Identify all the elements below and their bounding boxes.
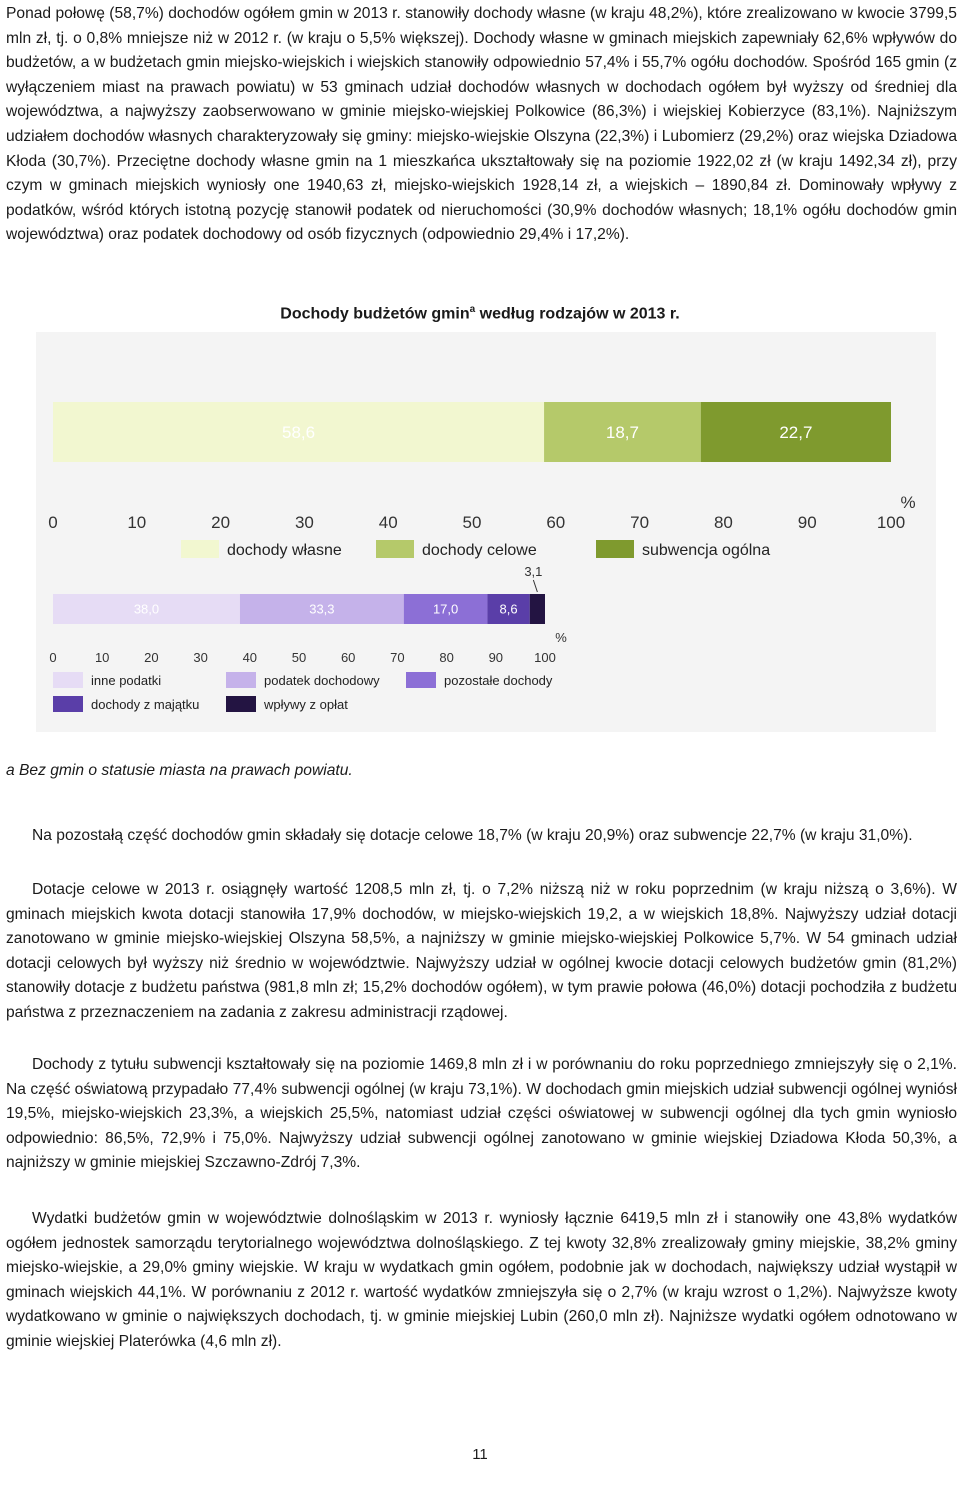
chart1-legend-swatch — [376, 540, 414, 558]
chart1-legend-swatch — [596, 540, 634, 558]
chart2-legend-swatch — [406, 672, 436, 688]
chart1-tick-label: 70 — [630, 513, 650, 532]
chart2-tick-label: 50 — [291, 650, 307, 665]
chart2-bar-segment — [530, 594, 545, 624]
chart1-tick-label: 20 — [211, 513, 231, 532]
chart1-tick-label: 30 — [294, 513, 314, 532]
chart2-tick-label: 70 — [390, 650, 405, 665]
chart2-legend-label: inne podatki — [91, 673, 162, 688]
chart2-value-label: 33,3 — [309, 601, 335, 617]
chart2-legend-label: dochody z majątku — [91, 697, 200, 712]
chart2-legend-label: podatek dochodowy — [264, 673, 380, 688]
chart2-tick-label: 60 — [340, 650, 356, 665]
chart2-legend-swatch — [53, 696, 83, 712]
chart1-tick-label: 60 — [546, 513, 566, 532]
chart1-value-label: 22,7 — [779, 422, 813, 442]
caption-text-end: według rodzajów w 2013 r. — [475, 305, 680, 323]
chart1-tick-label: 50 — [462, 513, 482, 532]
footnote: a Bez gmin o statusie miasta na prawach powiatu. — [6, 762, 353, 779]
chart1-legend-swatch — [181, 540, 219, 558]
chart1-tick-label: 90 — [797, 513, 817, 532]
chart2-value-label: 38,0 — [133, 601, 160, 617]
chart1-value-label: 18,7 — [605, 422, 639, 442]
charts-svg — [36, 332, 936, 732]
caption-text: Dochody budżetów gmin — [280, 305, 470, 323]
chart1-tick-label: 40 — [378, 513, 398, 532]
revenue-charts — [36, 332, 936, 732]
chart2-tick-label: 40 — [242, 650, 258, 665]
chart2-value-label: 8,6 — [499, 601, 518, 617]
chart2-tick-label: 10 — [94, 650, 110, 665]
chart1-legend-label: dochody celowe — [422, 542, 537, 559]
chart-background — [36, 332, 936, 732]
chart2-legend-swatch — [226, 696, 256, 712]
chart2-tick-label: 30 — [193, 650, 208, 665]
chart2-value-label: 3,1 — [524, 564, 543, 579]
chart-caption — [0, 299, 960, 325]
chart2-unit-label: % — [555, 630, 567, 645]
chart2-legend-label: pozostałe dochody — [444, 673, 553, 688]
paragraph-own-revenue: Ponad połowę (58,7%) dochodów ogółem gmin w 2013 r. stanowiły dochody własne (w kraju 48,2%), które zrealizowano w kwocie 3799,5 mln zł, tj. o 0,8% mniejsze niż w 2012 r. (w kraju o 5,5% większej). Dochody własne w gminach miejskich zapewniały 62,6% wpływów do budżetów, a w budżetach gmin miejsko-wiejskich i wiejskich stanowiły odpowiednio 57,4% i 55,7% ogółu dochodów. Spośród 165 gmin (z wyłączeniem miast na prawach powiatu) w 53 gminach udział dochodów własnych w dochodach ogółem był wyższy od średniej dla województwa, a najwyższy zaobserwowano w gminie miejsko-wiejskiej Polkowice (86,3%) i wiejskiej Kobierzyce (83,1%). Najniższym udziałem dochodów własnych charakteryzowały się gminy: miejsko-wiejskie Olszyna (22,3%) i Lubomierz (29,2%) oraz wiejska Dziadowa Kłoda (30,7%). Przeciętne dochody własne gmin na 1 mieszkańca ukształtowały się na poziomie 1922,02 zł (w kraju 1492,34 zł), przy czym w gminach miejskich wyniosły one 1940,63 zł, miejsko-wiejskich 1928,14 zł, a wiejskich – 1890,84 zł. Dominowały wpływy z podatków, wśród których istotną pozycję stanowił podatek od nieruchomości (30,9% dochodów własnych; 18,1% ogółu dochodów gmin województwa) oraz podatek dochodowy od osób fizycznych (odpowiednio 29,4% i 17,2%). — [6, 5, 957, 244]
chart2-value-label: 17,0 — [432, 601, 459, 617]
chart2-tick-label: 20 — [144, 650, 159, 665]
chart1-tick-label: 80 — [713, 513, 733, 532]
chart2-legend-label: wpływy z opłat — [264, 697, 348, 712]
chart1-legend-label: subwencja ogólna — [642, 542, 771, 559]
chart1-legend-label: dochody własne — [227, 542, 342, 559]
chart2-tick-label: 100 — [534, 650, 556, 665]
chart1-tick-label: 100 — [876, 513, 906, 532]
chart2-tick-label: 90 — [488, 650, 504, 665]
paragraph-subsidies: Dochody z tytułu subwencji kształtowały się na poziomie 1469,8 mln zł i w porównaniu do roku poprzedniego zmniejszyły się o 2,1%. Na część oświatową przypadało 77,4% subwencji ogólnej (w kraju 73,1%). W dochodach gmin miejskich udział subwencji ogólnej wyniósł 19,5%, miejsko-wiejskich 23,3%, a wiejskich 25,5%, natomiast udział części oświatowej w subwencji ogólnej dla tych gmin wyniosło odpowiednio: 86,5%, 72,9% i 75,0%. Najwyższy udział subwencji ogólnej zanotowano w gminie wiejskiej Dziadowa Kłoda 50,3%, a najniższy w gminie miejskiej Szczawno-Zdrój 7,3%. — [6, 1056, 957, 1172]
chart2-tick-label: 0 — [49, 650, 57, 665]
paragraph-expenditures: Wydatki budżetów gmin w województwie dolnośląskim w 2013 r. wyniosły łącznie 6419,5 mln zł i stanowiły one 43,8% wydatków ogółem jednostek samorządu terytorialnego województwa dolnośląskiego. Z tej kwoty 32,8% zrealizowały gminy miejskie, 38,2% gminy miejsko-wiejskie, a 29,0% gminy wiejskie. W kraju w wydatkach gmin ogółem, podobnie jak w dochodach, największy udział wystąpił w gminach wiejskich 44,1%. W porównaniu z 2012 r. wartość wydatków zmniejszyła się o 2,7% (w kraju wzrost o 1,2%). Najwyższe kwoty wydatkowano w gminie o największych dochodach, tj. w gminie miejskiej Lubin (260,0 mln zł). Najniższe wydatki ogółem odnotowano w gminie wiejskiej Platerówka (4,6 mln zł). — [6, 1210, 957, 1350]
chart1-unit-label: % — [900, 493, 916, 512]
chart2-legend-swatch — [226, 672, 256, 688]
paragraph-grants-subsidies: Na pozostałą część dochodów gmin składały się dotacje celowe 18,7% (w kraju 20,9%) oraz subwencje 22,7% (w kraju 31,0%). — [32, 827, 913, 844]
chart1-value-label: 58,6 — [281, 422, 316, 442]
paragraph-targeted-grants: Dotacje celowe w 2013 r. osiągnęły wartość 1208,5 mln zł, tj. o 7,2% niższą niż w roku poprzednim (w kraju niższą o 3,6%). W gminach miejskich kwota dotacji stanowiła 17,9% dochodów, w miejsko-wiejskich 19,2, a w wiejskich 18,8%. Najwyższy udział dotacji zanotowano w gminie miejsko-wiejskiej Olszyna 58,5%, a najniższy w gminie miejsko-wiejskiej Polkowice 5,7%. W 54 gminach udział dotacji celowych był wyższy niż średnio w województwie. Najwyższy udział w ogólnej kwocie dotacji celowych budżetów gmin (81,2%) stanowiły dotacje z budżetu państwa (981,8 mln zł; 15,2% dochodów ogółem), w tym prawie połowa (46,0%) dotacji pochodziła z budżetu państwa z przeznaczeniem na zadania z zakresu administracji rządowej. — [6, 881, 957, 1021]
chart1-tick-label: 10 — [127, 513, 147, 532]
chart1-tick-label: 0 — [48, 513, 58, 532]
page-number: 11 — [472, 1446, 488, 1463]
caption-footnote-marker: a — [469, 304, 476, 315]
chart2-legend-swatch — [53, 672, 83, 688]
chart2-tick-label: 80 — [439, 650, 454, 665]
